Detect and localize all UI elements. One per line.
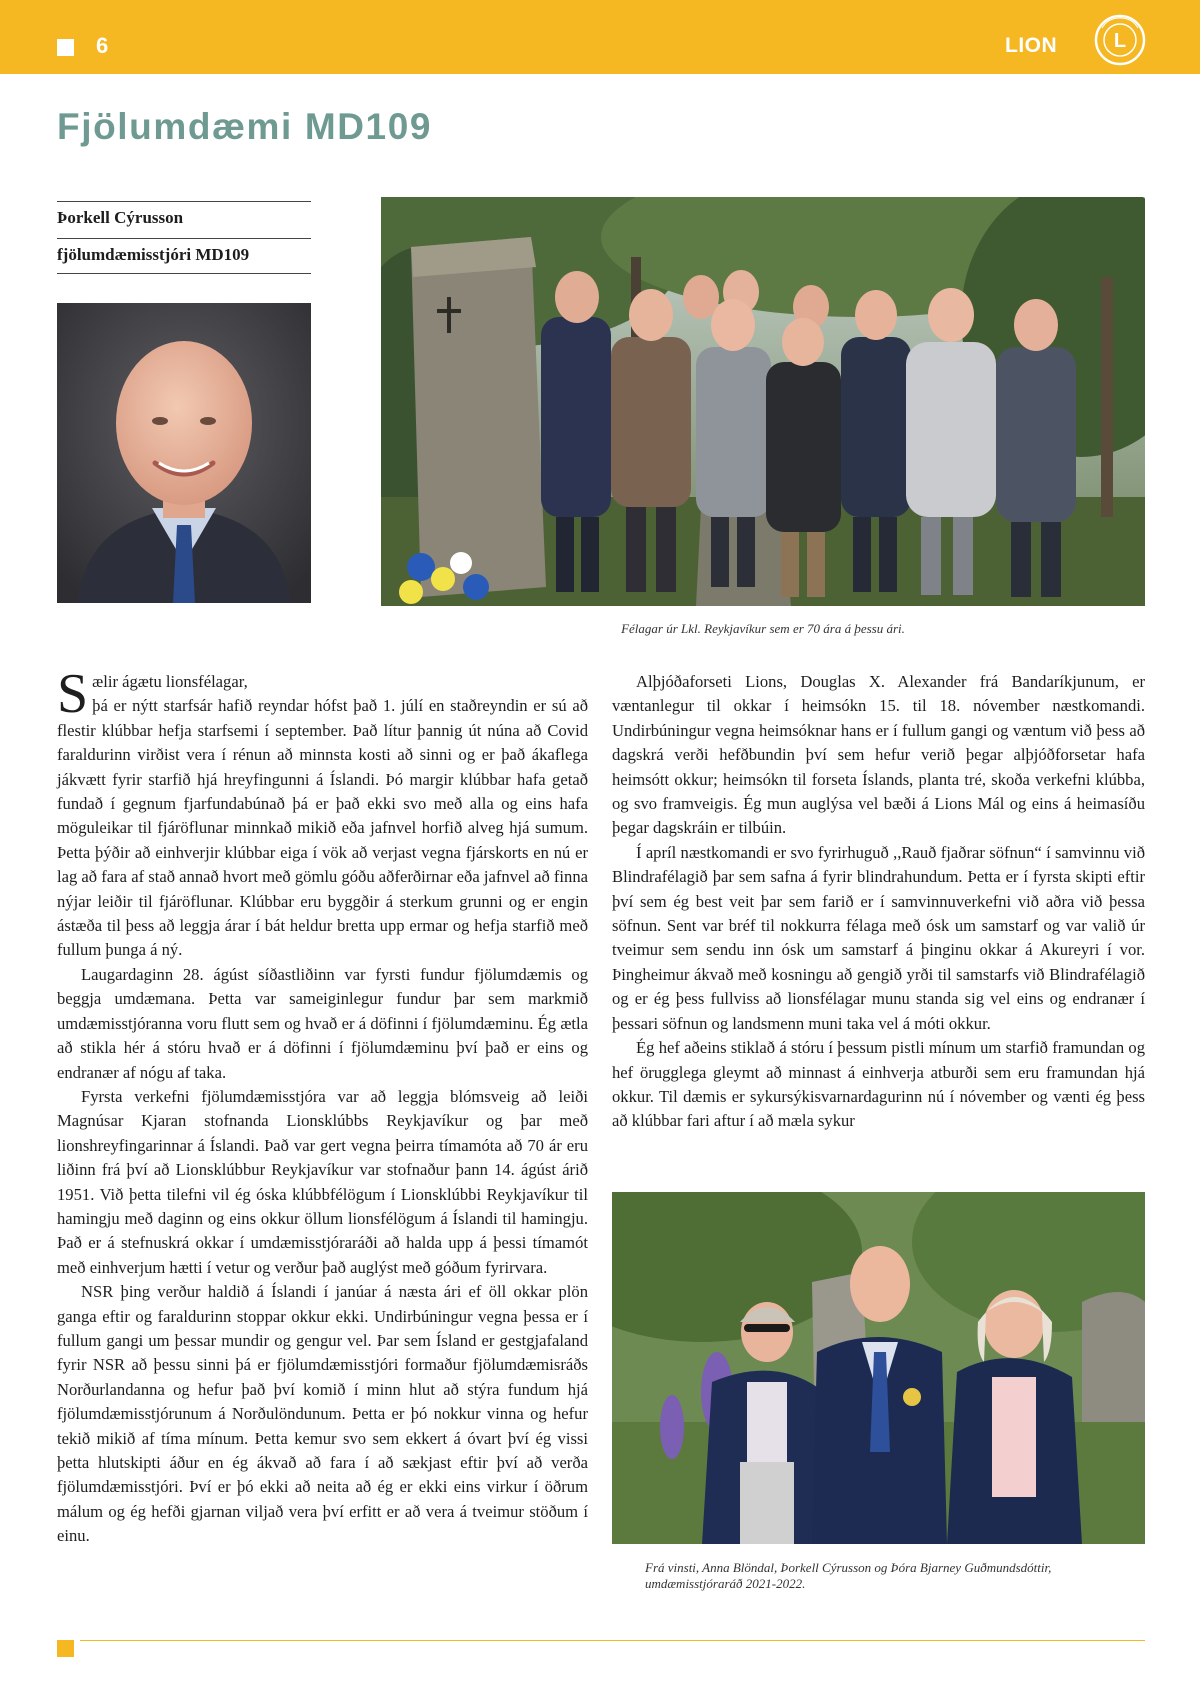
group-photo-cemetery (381, 197, 1145, 606)
article-paragraph-6: Í apríl næstkomandi er svo fyrirhuguð ,,Rauð fjaðrar söfnun“ í samvinnu við Blindrafélagið þar sem safna á fyrir blindrahundum. Þetta er í fyrsta skipti eftir því sem ég best veit þar sem farið er í samvinnuverkefni við aðra við þessa söfnun. Sent var bréf til nokkurra félaga með ósk um samstarf og var valið úr tveimur sem sendu inn ósk um samstarf á þinginu okkar á Akureyri í vor. Þingheimur ákvað með kosningu að gengið yrði til samstarfs við Blindrafélagið og er ég þess fullviss að lionsfélagar munu standa sig vel eins og endranær í þessari söfnun og landsmenn muni taka vel á móti okkur. (612, 842, 1145, 1033)
article-dropcap: S (57, 663, 89, 725)
main-photo-caption: Félagar úr Lkl. Reykjavíkur sem er 70 ára á þessu ári. (621, 621, 905, 636)
article-paragraph-7: Ég hef aðeins stiklað á stóru í þessum pistli mínum um starfið framundan og hef örugglega gleymt að minnast á einhverja atburði sem eru framundan hjá okkur. Til dæmis er sykursýkisvarnardagurinn nú í nóvember og vænti ég þess að klúbbar fari aftur í að mæla sykur (612, 1038, 1145, 1131)
article-column-left (57, 663, 588, 1549)
article-paragraph-2: Laugardaginn 28. ágúst síðastliðinn var fyrsti fundur fjölumdæmis og beggja umdæmana. Þetta var sameiginlegur fundur þar sem markmið umdæmisstjóranna voru flutt sem og hvað er á döfinni í fjölumdæminu. Ég ætla að stikla hér á stóru hvað er á döfinni í fjölumdæminu því það er eins og endranær af nógu af taka. (57, 964, 588, 1082)
byline-rule-middle (57, 238, 311, 239)
article-paragraph-1 (57, 663, 588, 963)
author-portrait-photo (57, 303, 311, 603)
byline-role: fjölumdæmisstjóri MD109 (57, 245, 250, 264)
header-square-marker (57, 39, 74, 56)
district-council-photo (612, 1192, 1145, 1544)
footer-rule (80, 1640, 1145, 1641)
lions-logo-icon (1094, 14, 1146, 66)
bottom-photo-caption: Frá vinsti, Anna Blöndal, Þorkell Cýrusson og Þóra Bjarney Guðmundsdóttir, umdæmisstjóraráð 2021-2022. (645, 1560, 1052, 1591)
article-column-right (612, 670, 1145, 1134)
article-paragraph-5: Alþjóðaforseti Lions, Douglas X. Alexander frá Bandaríkjunum, er væntanlegur til okkar í heimsókn 15. til 18. nóvember næstkomandi. Undirbúningur vegna heimsóknar hans er í fullum gangi og væntum við þess að dagskrá verði hefðbundin því sem hefur verið þegar alþjóðforsetar hafa heimsótt okkur; heimsókn til forseta Íslands, planta tré, skoða verkefni klúbba, og svo framveigis. Ég mun auglýsa vel bæði á Lions Mál og eins á heimasíðu þegar dagskráin er tilbúin. (612, 672, 1145, 838)
magazine-name: LION (1005, 34, 1058, 57)
byline-rule-bottom (57, 273, 311, 274)
lions-logo-letter: L (1113, 30, 1127, 52)
page-title: Fjölumdæmi MD109 (57, 106, 433, 147)
page-number: 6 (96, 33, 109, 58)
footer-square-marker (57, 1640, 74, 1657)
byline-author: Þorkell Cýrusson (57, 208, 184, 227)
article-paragraph-1-text: ælir ágætu lionsfélagar, þá er nýtt starfsár hafið reyndar hófst það 1. júlí en staðreyndin er sú að flestir klúbbar hefja starfsemi í september. Það lítur þannig út núna að Covid faraldurinn virðist vera í rénun að minnsta kosti að sinni og er það ákaflega jákvætt fyrir starfið hjá hreyfingunni á Íslandi. Þó margir klúbbar hafa getað fundað í gegnum fjarfundabúnað þá er það ekki svo með alla og eins hafa möguleikar til fjáröflunar minnkað mikið eða jafnvel horfið alveg hjá sumum. Þetta þýðir að einhverjir klúbbar eiga í vök að verjast vegna fjárskorts en nú er lag að fara af stað annað hvort með gömlu góðu aðferðirnar eða jafnvel að finna nýjar leiðir til fjáröflunar. Klúbbar eru byggðir á sterkum grunni og er engin ástæða til þess að leggja árar í bát heldur bretta upp ermar og hefja starfið með fullum þunga á ný. (57, 672, 588, 960)
article-paragraph-4: NSR þing verður haldið á Íslandi í janúar á næsta ári ef öll okkar plön ganga eftir og faraldurinn stoppar okkur ekki. Undirbúningur vegna þessa er í fullum gangi um þessar mundir og gengur vel. Þar sem Ísland er gestgjafaland fyrir NSR að þessu sinni þá er fjölumdæmisstjóri formaður fjölumdæmisráðs Norðurlandanna og hefur það því komið í minn hlut að stýra fundum hjá fjölumdæmisstjórunum á Norðulöndunum. Þetta er þó nokkur vinna og hefur tekið mikið af tíma mínum. Þetta kemur svo sem ekkert á óvart því ég vissi þetta hlutskipti áður en ég ákvað að fara í að sækjast eftir því að verða fjölumdæmisstjóri. Því er þó ekki að neita að ég er ekki eins virkur í öðrum málum og ég hefði gjarnan viljað vera því erfitt er að vera á tveimur stöðum í einu. (57, 1282, 588, 1546)
article-paragraph-3: Fyrsta verkefni fjölumdæmisstjóra var að leggja blómsveig að leiði Magnúsar Kjaran stofnanda Lionsklúbbs Reykjavíkur og þar með lionshreyfingarinnar á Íslandi. Það var gert vegna þeirra tímamóta að 70 ár eru liðinn frá því að Lionsklúbbur Reykjavíkur var stofnaður þann 14. ágúst árið 1951. Við þetta tilefni vil ég óska klúbbfélögum í Lionsklúbbi Reykjavíkur til hamingju með daginn og eins okkur öllum lionsfélögum á Íslandi til hamingju. Það er á stefnuskrá okkar í umdæmisstjóraráði að halda upp á þessi tímamót með einhverjum hætti í vetur og verður það auglýst með góðum fyrirvara. (57, 1086, 588, 1277)
byline-rule-top (57, 201, 311, 202)
